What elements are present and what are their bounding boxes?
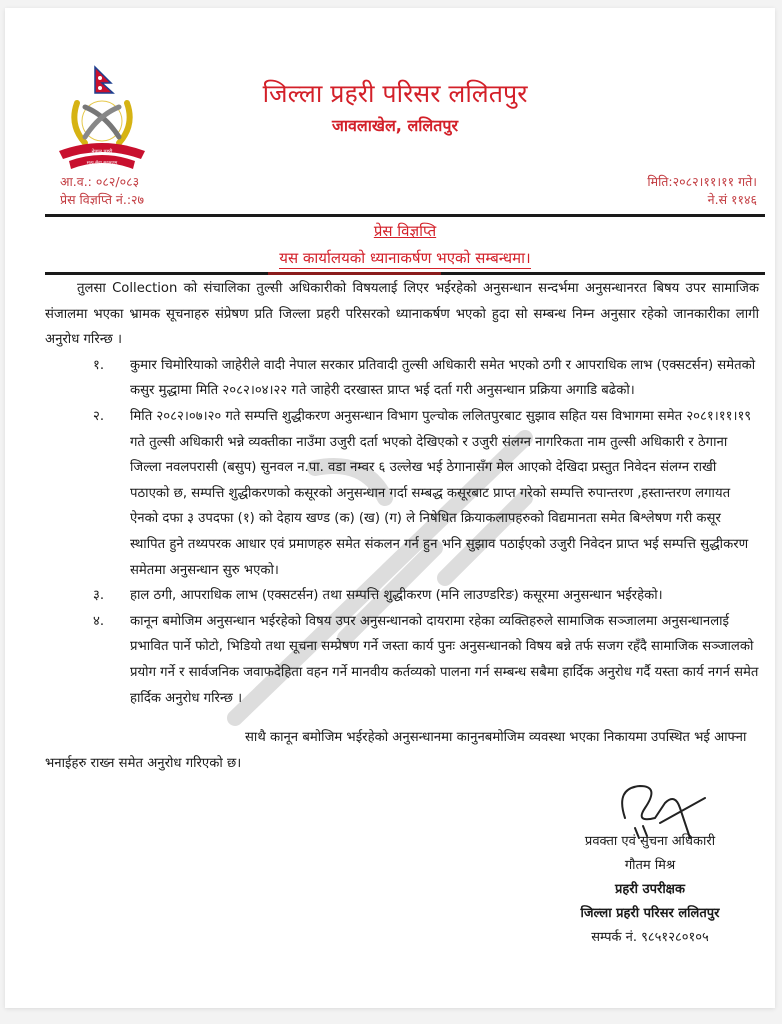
fiscal-year: आ.व.: ०८२/०८३ <box>60 174 140 189</box>
nepal-police-emblem-icon <box>55 63 150 173</box>
press-release-number: प्रेस विज्ञप्ति नं.:२७ <box>60 192 145 207</box>
org-address: जावलाखेल, ललितपुर <box>331 116 459 135</box>
header-divider <box>45 214 765 217</box>
press-release-subject <box>45 246 765 270</box>
list-item <box>45 583 759 609</box>
list-item <box>45 609 759 711</box>
item-text: हाल ठगी, आपराधिक लाभ (एक्सटर्सन) तथा सम्पत्ति शुद्धीकरण (मनि लाउण्डरिङ) कसूरमा अनुसन्धान भईरहेको। <box>130 588 663 604</box>
item-text: कानून बमोजिम अनुसन्धान भईरहेको विषय उपर अनुसन्धानको दायरामा रहेका व्यक्तिहरुले सामाजिक सञ्जालमा अनुसन्धानलाई प्रभावित पार्ने फोटो, भिडियो तथा सूचना सम्प्रेषण गर्ने जस्ता कार्य पुनः अनुसन्धानको विषय बन्ने तर्फ सजग रहँदै सामाजिक सञ्जालको प्रयोग गर्ने र सार्वजनिक जवाफदेहिता वहन गर्ने मानवीय कर्तव्यको पालना गर्न सम्बन्ध सबैमा हार्दिक अनुरोध गर्दै यस्ता कार्य नगर्न समेत हार्दिक अनुरोध गरिन्छ । <box>130 613 759 706</box>
intro-paragraph: तुलसा Collection को संचालिका तुल्सी अधिकारीको विषयलाई लिएर भईरहेको अनुसन्धान सन्दर्भमा अनुसन्धानरत बिषय उपर सामाजिक संजालमा भएका भ्रामक सूचनाहरु संप्रेषण प्रति जिल्ला प्रहरी परिसरको ध्यानाकर्षण भएको हुदा सो सम्बन्ध निम्न अनुसार रहेको जानकारीका लागी अनुरोध गरिन्छ । <box>45 281 759 348</box>
press-release-heading <box>45 220 765 242</box>
heading-text: प्रेस विज्ञप्ति <box>373 222 437 240</box>
reference-block <box>60 173 144 209</box>
org-name: जिल्ला प्रहरी परिसर ललितपुर <box>262 79 528 108</box>
list-item <box>45 404 759 583</box>
signatory-rank: प्रहरी उपरीक्षक <box>614 882 685 897</box>
signatory-block <box>560 830 740 950</box>
flag-icon <box>95 67 113 93</box>
release-date: मिति:२०८२।११।११ गते। <box>647 174 757 189</box>
signatory-designation: प्रवक्ता एवं सुचना अधिकारी <box>584 834 716 849</box>
nepal-sambat: ने.सं ११४६ <box>707 192 757 207</box>
item-number: ३. <box>93 588 105 604</box>
closing-paragraph: साथै कानून बमोजिम भईरहेको अनुसन्धानमा कानुनबमोजिम व्यवस्था भएका निकायमा उपस्थित भई आफ्ना भनाईहरु राख्न समेत अनुरोध गरिएको छ। <box>45 730 747 771</box>
signatory-contact: सम्पर्क नं. ९८५१२८०१०५ <box>591 930 709 945</box>
signatory-name: गौतम मिश्र <box>624 858 676 873</box>
signatory-office: जिल्ला प्रहरी परिसर ललितपुर <box>580 906 720 921</box>
item-number: १. <box>93 357 105 373</box>
item-number: ४. <box>93 613 105 629</box>
item-text: मिति २०८२।०७।२० गते सम्पत्ति शुद्धीकरण अनुसन्धान विभाग पुल्चोक ललितपुरबाट सुझाव सहित यस विभागमा समेत २०८१।११।१९ गते तुल्सी अधिकारी भन्ने व्यक्तीका नाउँमा उजुरी दर्ता भएको देखिएको र उजुरी संलग्न नागरिकता नाम तुल्सी अधिकारी र ठेगाना जिल्ला नवलपरासी (बसुप) सुनवल न.पा. वडा नम्वर ६ उल्लेख भई ठेगानासँग मेल आएको देखिदा प्रस्तुत निवेदन संलग्न राखी पठाएको छ, सम्पत्ति शुद्धीकरणको कसूरको अनुसन्धान गर्दा सम्बद्ध कसूरबाट प्राप्त गरेको सम्पत्ति रुपान्तरण ,हस्तान्तरण लगायत ऐनको दफा ३ उपदफा (१) को देहाय खण्ड (क) (ख) (ग) ले निषेधित क्रियाकलापहरुको विद्यमानता समेत बिश्लेषण गरी कसूर स्थापित हुने तथ्यपरक आधार एवं प्रमाणहरु समेत संकलन गर्न हुन भनि सुझाव पठाईएको उजुरी निवेदन प्राप्त भई सम्पत्ति सुद्धीकरण समेतमा अनुसन्धान सुरु भएको। <box>130 408 752 578</box>
ribbon-top-text: नेपाल प्रहरी <box>91 149 113 155</box>
list-item <box>45 353 759 404</box>
press-release-page <box>5 8 775 1008</box>
points-list <box>45 353 759 711</box>
press-release-body <box>45 276 759 776</box>
subject-text: यस कार्यालयको ध्यानाकर्षण भएको सम्बन्धमा। <box>279 249 531 267</box>
ribbon-bottom-text: सत्य सेवा सुरक्षणम् <box>86 161 118 166</box>
subject-divider <box>45 272 765 275</box>
date-block <box>647 173 757 209</box>
item-number: २. <box>93 408 105 424</box>
item-text: कुमार चिमोरियाको जाहेरीले वादी नेपाल सरकार प्रतिवादी तुल्सी अधिकारी समेत भएको ठगी र आपराधिक लाभ (एक्सटर्सन) समेतको कसुर मुद्धामा मिति २०८२।०४।२२ गते जाहेरी दरखास्त प्राप्त भई दर्ता गरी अनुसन्धान प्रक्रिया अगाडि बढेको। <box>130 357 756 399</box>
